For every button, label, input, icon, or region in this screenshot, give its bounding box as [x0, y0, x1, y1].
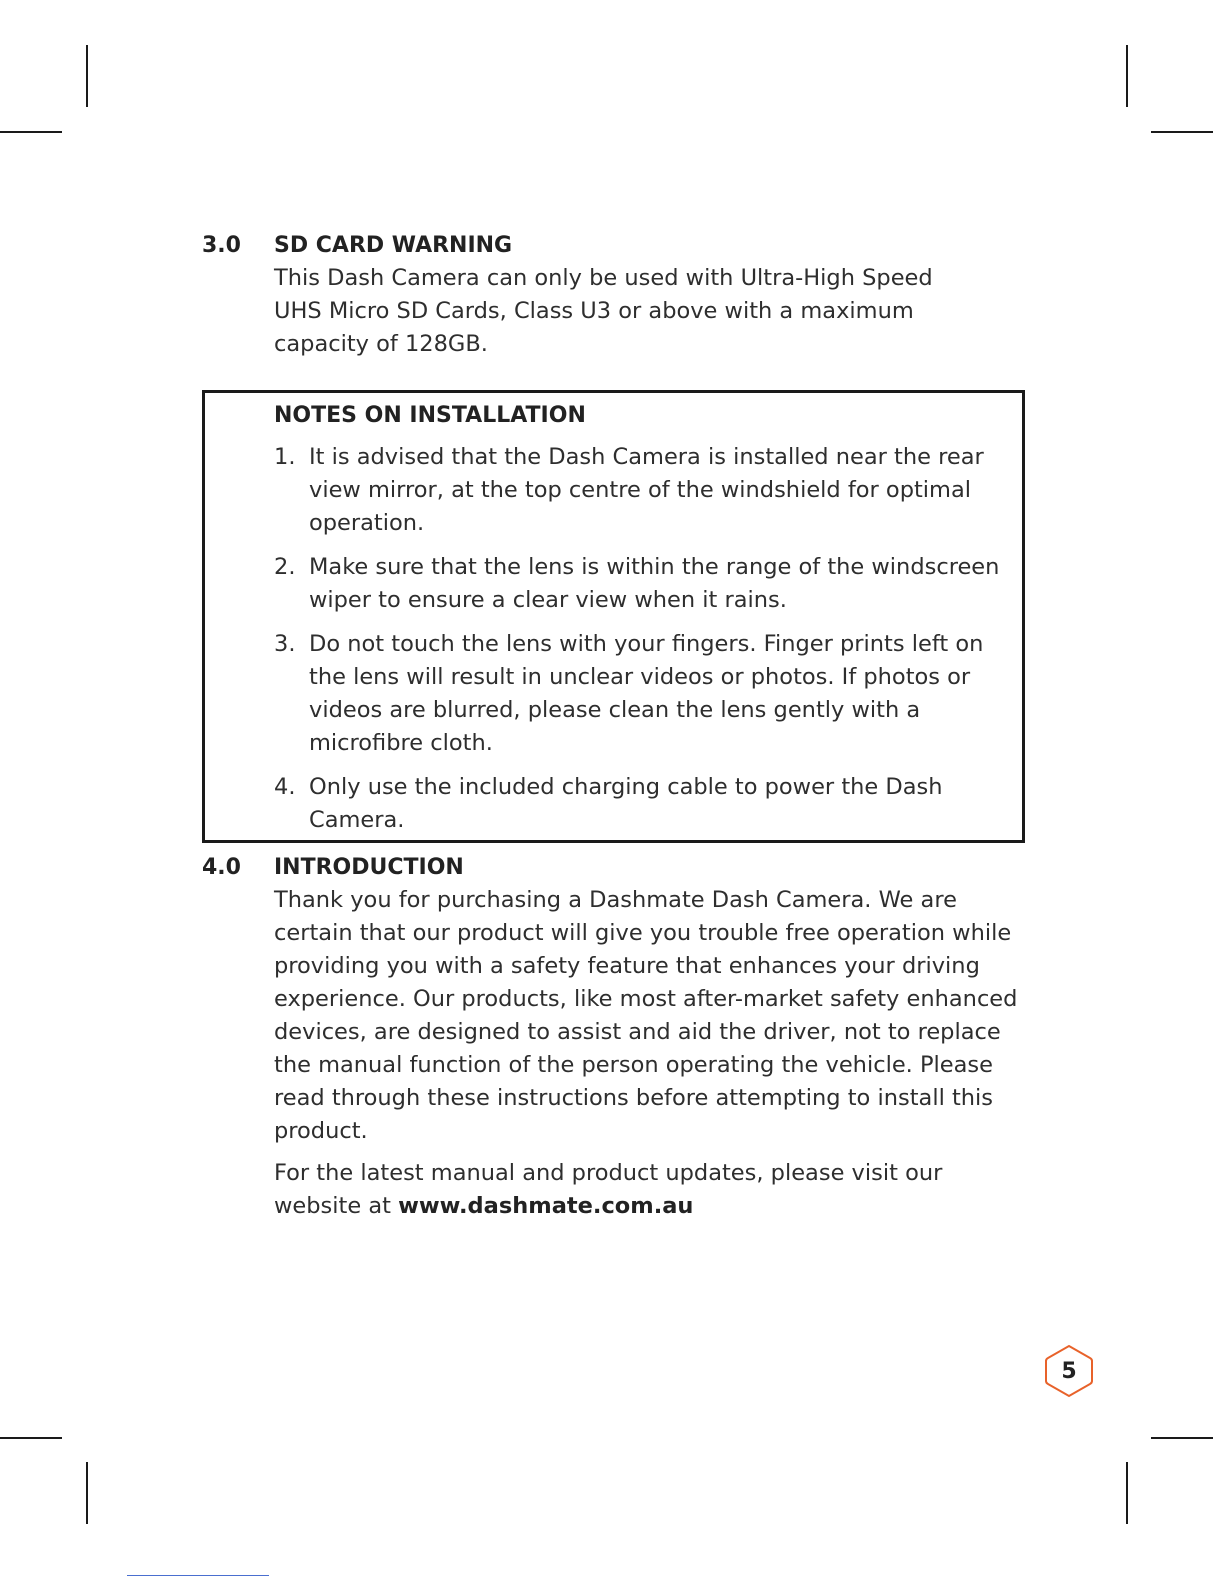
notes-item	[274, 628, 1014, 760]
page-number-badge	[1043, 1343, 1095, 1399]
crop-mark-bottom-left-vertical	[86, 1462, 88, 1524]
notes-item-number: 4.	[274, 774, 296, 800]
notes-item-text: Do not touch the lens with your fingers. Finger prints left on the lens will result in unclear videos or photos. If photos or videos are blurred, please clean the lens gently with a microfibre cloth.	[309, 631, 984, 756]
website-prefix: For the latest manual and product updates, please visit our website at	[274, 1160, 943, 1219]
crop-mark-bottom-left-horizontal	[0, 1437, 62, 1439]
notes-item	[274, 551, 1014, 617]
crop-mark-bottom-right-horizontal	[1151, 1437, 1213, 1439]
section-3-title: SD CARD WARNING	[274, 233, 513, 258]
section-3-number: 3.0	[202, 233, 241, 258]
notes-item-number: 3.	[274, 631, 296, 657]
section-4-website-paragraph	[274, 1157, 994, 1223]
notes-item-number: 2.	[274, 554, 296, 580]
section-4-title: INTRODUCTION	[274, 855, 464, 880]
notes-item	[274, 771, 1014, 837]
bottom-rule	[127, 1575, 269, 1576]
crop-mark-top-left-vertical	[86, 45, 88, 107]
crop-mark-top-left-horizontal	[0, 131, 62, 133]
notes-title: NOTES ON INSTALLATION	[274, 403, 586, 428]
notes-item	[274, 441, 1014, 540]
crop-mark-top-right-vertical	[1126, 45, 1128, 107]
section-4-number: 4.0	[202, 855, 241, 880]
crop-mark-bottom-right-vertical	[1126, 1462, 1128, 1524]
notes-item-text: Make sure that the lens is within the range of the windscreen wiper to ensure a clear view when it rains.	[309, 554, 1000, 613]
notes-item-text: It is advised that the Dash Camera is installed near the rear view mirror, at the top centre of the windshield for optimal operation.	[309, 444, 984, 536]
notes-list	[274, 441, 1014, 848]
page-number: 5	[1061, 1358, 1077, 1384]
crop-mark-top-right-horizontal	[1151, 131, 1213, 133]
notes-item-number: 1.	[274, 444, 296, 470]
website-link[interactable]: www.dashmate.com.au	[398, 1193, 694, 1219]
section-4-body: Thank you for purchasing a Dashmate Dash Camera. We are certain that our product will give you trouble free operation while providing you with a safety feature that enhances your driving experience. Our products, like most after-market safety enhanced devices, are designed to assist and aid the driver, not to replace the manual function of the person operating the vehicle. Please read through these instructions before attempting to install this product.	[274, 887, 1018, 1144]
section-3-body: This Dash Camera can only be used with Ultra-High Speed UHS Micro SD Cards, Class U3 or above with a maximum capacity of 128GB.	[274, 265, 933, 357]
notes-item-text: Only use the included charging cable to power the Dash Camera.	[309, 774, 943, 833]
notes-box	[202, 390, 1025, 843]
